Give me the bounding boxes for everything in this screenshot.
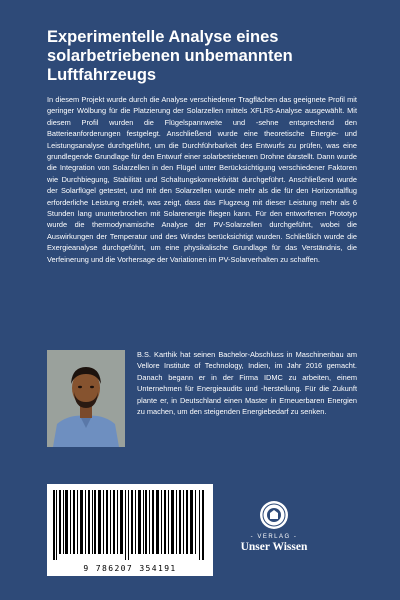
publisher-seal-icon: [259, 500, 289, 530]
isbn-barcode: [47, 484, 213, 576]
book-title: Experimentelle Analyse eines solarbetriebenen unbemannten Luftfahrzeugs: [47, 28, 293, 84]
publisher-logo: [226, 500, 322, 553]
author-photo: [47, 350, 125, 447]
publisher-prefix: - VERLAG -: [250, 534, 298, 540]
book-abstract: In diesem Projekt wurde durch die Analyse verschiedener Tragflächen das geeignete Profil mit geringer Wölbung für die Platzierung der Solarzellen mittels XFLR5-Analyse ausgewählt. Mit diesem Profil wurden die Flügelspannweite und -sehne entsprechend den Batterieanforderungen festgelegt. Anschließend wurde eine theoretische Energie- und Leistungsanalyse durchgeführt, um die Durchführbarkeit des Entwurfs zu prüfen, was eine grundlegende Grundlage für den Entwurf einer solarbetriebenen Drohne darstellt. Dann wurde die Integration von Solarzellen in den Flügel unter Berücksichtigung verschiedener Faktoren wie Durchbiegung, Stabilität und Schaltungskonnektivität durchgeführt. Anschließend wurde der Solarflügel getestet, und mit den Solarzellen wurde mehr als die für den Horizontalflug erforderliche Leistung erzielt, was zeigt, dass das Flugzeug mit dieser Leistung mehr als 6 Stunden lang ununterbrochen mit Solarenergie fliegen kann. Für den entworfenen Prototyp wurde die thermodynamische Analyse der PV-Solarzellen durchgeführt, wobei die Auswirkungen der Temperatur und des Windes berücksichtigt wurden. Schließlich wurde die Exergieanalyse durchgeführt, um eine physikalische Grundlage für das Verständnis, die Verfeinerung und die Vorhersage der Variationen im PV-Solarverhalten zu schaffen.: [47, 95, 357, 264]
isbn-number: 9 786207 354191: [83, 564, 177, 573]
author-portrait-image: [47, 350, 125, 447]
publisher-name: Unser Wissen: [240, 541, 308, 553]
barcode-bars: [53, 490, 207, 560]
author-bio: B.S. Karthik hat seinen Bachelor-Abschluss in Maschinenbau am Vellore Institute of Technology, Indien, im Jahr 2016 gemacht. Danach begann er in der Firma IDMC zu arbeiten, einem Unternehmen für Energieaudits und -herstellung. Für die Zukunft plante er, in Deutschland einen Master in Erneuerbaren Energien zu machen, um den steigenden Energiebedarf zu senken.: [137, 350, 357, 417]
